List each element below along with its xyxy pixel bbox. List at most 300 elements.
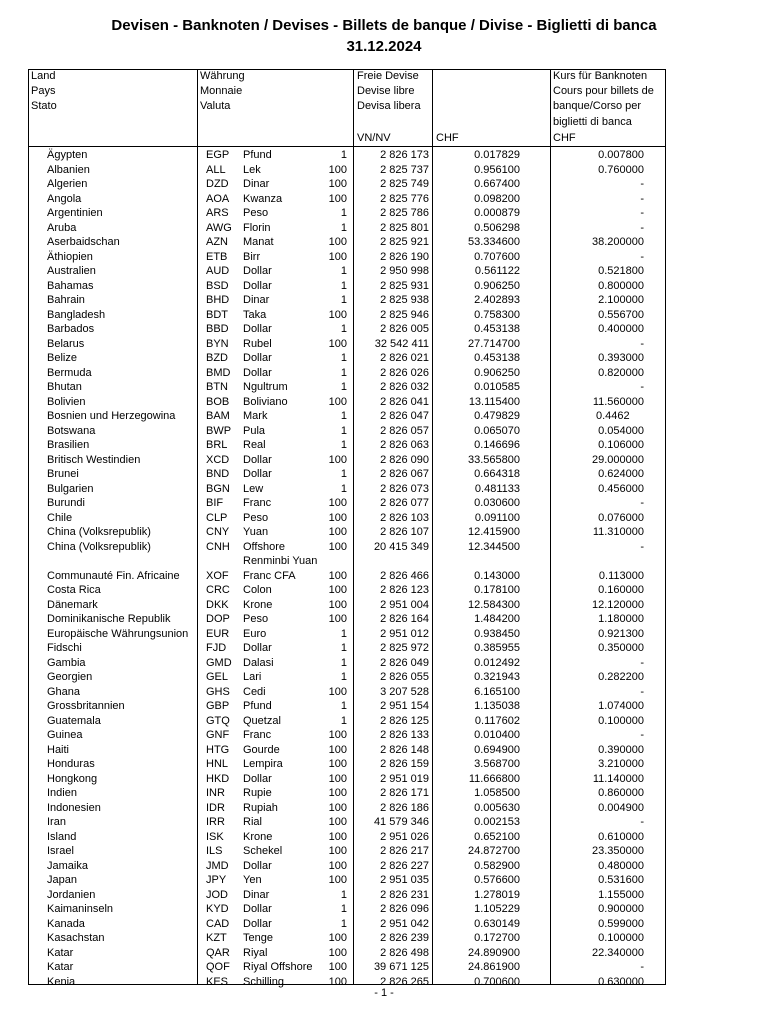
country-cell: Äthiopien — [47, 250, 93, 263]
valor-number-cell: 2 826 057 — [380, 424, 429, 437]
code-cell: XCD — [206, 453, 230, 466]
currency-cell: Franc CFA — [243, 569, 296, 582]
currency-cell: Dollar — [243, 323, 272, 335]
unit-cell: 100 — [328, 178, 347, 190]
banknote-rate-cell: 1.155000 — [598, 888, 644, 901]
valor-number-cell: 2 826 021 — [380, 352, 429, 364]
country-cell: Georgien — [47, 671, 93, 683]
currency-cell: Peso — [243, 207, 269, 219]
table-row — [0, 569, 768, 584]
banknote-rate-cell: 1.180000 — [598, 613, 644, 625]
code-cell: DOP — [206, 613, 230, 625]
code-cell: BND — [206, 468, 230, 480]
country-cell: Island — [47, 830, 77, 843]
currency-cell: Pula — [243, 424, 266, 437]
valor-number-cell: 2 951 019 — [380, 772, 429, 785]
banknote-rate-cell: - — [640, 207, 644, 219]
valor-number-cell: 2 826 005 — [380, 323, 429, 335]
country-cell: Gambia — [47, 656, 86, 669]
table-row — [0, 279, 768, 294]
code-cell: CNY — [206, 526, 230, 538]
banknote-rate-cell: 0.4462 — [596, 410, 630, 422]
devise-rate-cell: 12.415900 — [468, 526, 520, 538]
devise-rate-cell: 3.568700 — [474, 758, 520, 770]
unit-cell: 100 — [328, 192, 347, 205]
code-cell: ALL — [206, 163, 226, 176]
country-cell: Japan — [47, 874, 77, 886]
country-cell: Barbados — [47, 323, 95, 335]
code-cell: HTG — [206, 743, 230, 756]
table-row — [0, 395, 768, 410]
valor-number-cell: 2 825 946 — [380, 308, 429, 321]
currency-cell: Renminbi Yuan — [243, 555, 318, 567]
table-row — [0, 337, 768, 352]
valor-number-cell: 2 826 107 — [380, 526, 429, 538]
country-cell: Jordanien — [47, 888, 96, 901]
valor-number-cell: 20 415 349 — [373, 540, 429, 553]
banknote-rate-cell: 0.760000 — [598, 163, 644, 176]
code-cell: IDR — [206, 801, 225, 814]
banknote-rate-cell: 0.282200 — [598, 671, 644, 683]
currency-cell: Dollar — [243, 468, 272, 480]
country-cell: Albanien — [47, 163, 90, 176]
banknote-rate-cell: 0.390000 — [598, 743, 644, 756]
country-cell: Kaimaninseln — [47, 903, 114, 915]
currency-cell: Peso — [243, 613, 269, 625]
country-cell: Bahamas — [47, 279, 94, 292]
country-cell: Britisch Westindien — [47, 453, 141, 466]
valor-number-cell: 2 950 998 — [380, 265, 429, 277]
unit-cell: 1 — [340, 468, 347, 480]
devise-rate-cell: 0.143000 — [474, 569, 520, 582]
country-cell: Honduras — [47, 758, 95, 770]
currency-cell: Pfund — [243, 149, 272, 161]
banknote-rate-cell: - — [640, 192, 644, 205]
table-row — [0, 873, 768, 888]
country-cell: Belarus — [47, 337, 85, 350]
table-row — [0, 699, 768, 714]
code-cell: ETB — [206, 250, 228, 263]
table-row — [0, 714, 768, 729]
valor-number-cell: 2 826 159 — [380, 758, 429, 770]
valor-number-cell: 2 826 227 — [380, 859, 429, 872]
country-cell: Brasilien — [47, 439, 90, 451]
code-cell: CAD — [206, 917, 230, 930]
code-cell: BYN — [206, 337, 229, 350]
table-row — [0, 583, 768, 598]
valor-number-cell: 2 826 041 — [380, 395, 429, 408]
unit-cell: 100 — [328, 874, 347, 886]
banknote-rate-cell: 23.350000 — [592, 845, 644, 857]
devise-rate-cell: 0.065070 — [474, 424, 520, 437]
unit-cell: 1 — [340, 352, 347, 364]
currency-cell: Dinar — [243, 888, 270, 901]
table-row — [0, 496, 768, 511]
currency-cell: Dollar — [243, 366, 272, 379]
header-chf: CHF — [436, 132, 459, 144]
currency-cell: Euro — [243, 627, 267, 640]
currency-cell: Krone — [243, 830, 273, 843]
valor-number-cell: 2 825 737 — [380, 163, 429, 176]
devise-rate-cell: 0.178100 — [474, 584, 520, 596]
unit-cell: 1 — [340, 294, 347, 306]
country-cell: Kasachstan — [47, 932, 105, 944]
header-bank-3: banque/Corso per — [553, 100, 642, 112]
valor-number-cell: 2 951 026 — [380, 830, 429, 843]
banknote-rate-cell: 0.800000 — [598, 279, 644, 292]
currency-cell: Dollar — [243, 903, 272, 915]
banknote-rate-cell: 0.599000 — [598, 917, 644, 930]
banknote-rate-cell: - — [640, 961, 644, 973]
banknote-rate-cell: 0.160000 — [598, 584, 644, 596]
header-land-de: Land — [31, 70, 56, 82]
country-cell: Dominikanische Republik — [47, 613, 171, 625]
valor-number-cell: 2 826 466 — [380, 569, 429, 582]
unit-cell: 1 — [340, 207, 347, 219]
valor-number-cell: 2 826 164 — [380, 613, 429, 625]
table-row — [0, 511, 768, 526]
unit-cell: 100 — [328, 758, 347, 770]
valor-number-cell: 2 826 055 — [380, 671, 429, 683]
unit-cell: 1 — [340, 917, 347, 930]
table-row — [0, 743, 768, 758]
currency-cell: Schilling — [243, 975, 284, 988]
currency-cell: Real — [243, 439, 266, 451]
devise-rate-cell: 33.565800 — [468, 453, 520, 466]
unit-cell: 100 — [328, 787, 347, 799]
valor-number-cell: 2 951 035 — [380, 874, 429, 886]
currency-cell: Rupie — [243, 787, 272, 799]
unit-cell: 1 — [340, 627, 347, 640]
devise-rate-cell: 0.030600 — [474, 497, 520, 509]
country-cell: Aserbaidschan — [47, 236, 120, 248]
code-cell: KYD — [206, 903, 229, 915]
code-cell: AWG — [206, 221, 232, 234]
table-row — [0, 453, 768, 468]
valor-number-cell: 2 826 047 — [380, 410, 429, 422]
table-row — [0, 438, 768, 453]
table-row — [0, 192, 768, 207]
country-cell: Guinea — [47, 729, 83, 741]
header-waehrung-it: Valuta — [200, 100, 231, 112]
country-cell: Europäische Währungsunion — [47, 627, 189, 640]
code-cell: INR — [206, 787, 225, 799]
devise-rate-cell: 0.479829 — [474, 410, 520, 422]
banknote-rate-cell: 0.610000 — [598, 830, 644, 843]
table-row — [0, 351, 768, 366]
valor-number-cell: 2 951 012 — [380, 627, 429, 640]
code-cell: BSD — [206, 279, 229, 292]
devise-rate-cell: 13.115400 — [468, 395, 520, 408]
country-cell: Bosnien und Herzegowina — [47, 410, 176, 422]
currency-cell: Tenge — [243, 932, 273, 944]
valor-number-cell: 2 825 776 — [380, 192, 429, 205]
valor-number-cell: 2 825 938 — [380, 294, 429, 306]
banknote-rate-cell: - — [640, 178, 644, 190]
devise-rate-cell: 2.402893 — [474, 294, 520, 306]
valor-number-cell: 2 825 972 — [380, 642, 429, 654]
header-devise-de: Freie Devise — [357, 70, 419, 82]
banknote-rate-cell: 0.480000 — [598, 859, 644, 872]
devise-rate-cell: 0.010585 — [474, 381, 520, 393]
banknote-rate-cell: 0.004900 — [598, 801, 644, 814]
devise-rate-cell: 0.000879 — [474, 207, 520, 219]
valor-number-cell: 2 825 921 — [380, 236, 429, 248]
banknote-rate-cell: - — [640, 497, 644, 509]
valor-number-cell: 2 826 148 — [380, 743, 429, 756]
unit-cell: 100 — [328, 613, 347, 625]
valor-number-cell: 2 825 801 — [380, 221, 429, 234]
banknote-rate-cell: - — [640, 816, 644, 828]
currency-cell: Dinar — [243, 294, 270, 306]
currency-cell: Colon — [243, 584, 272, 596]
banknote-rate-cell: - — [640, 381, 644, 393]
country-cell: Hongkong — [47, 772, 98, 785]
country-cell: Ghana — [47, 685, 81, 698]
unit-cell: 100 — [328, 845, 347, 857]
code-cell: QOF — [206, 961, 230, 973]
devise-rate-cell: 0.321943 — [474, 671, 520, 683]
unit-cell: 100 — [328, 932, 347, 944]
devise-rate-cell: 0.906250 — [474, 366, 520, 379]
code-cell: FJD — [206, 642, 227, 654]
table-row — [0, 540, 768, 555]
devise-rate-cell: 0.453138 — [474, 352, 520, 364]
table-row — [0, 960, 768, 975]
code-cell: BDT — [206, 308, 228, 321]
country-cell: Katar — [47, 946, 74, 959]
unit-cell: 1 — [340, 323, 347, 335]
currency-cell: Cedi — [243, 685, 266, 698]
code-cell: IRR — [206, 816, 225, 828]
table-row — [0, 525, 768, 540]
code-cell: EGP — [206, 149, 230, 161]
table-row — [0, 482, 768, 497]
code-cell: GNF — [206, 729, 230, 741]
devise-rate-cell: 0.707600 — [474, 250, 520, 263]
devise-rate-cell: 0.906250 — [474, 279, 520, 292]
unit-cell: 100 — [328, 743, 347, 756]
unit-cell: 1 — [340, 642, 347, 654]
code-cell: KES — [206, 975, 229, 988]
currency-cell: Peso — [243, 511, 269, 524]
devise-rate-cell: 0.453138 — [474, 323, 520, 335]
code-cell: DKK — [206, 598, 229, 611]
unit-cell: 100 — [328, 308, 347, 321]
unit-cell: 100 — [328, 801, 347, 814]
valor-number-cell: 2 825 749 — [380, 178, 429, 190]
currency-cell: Lew — [243, 482, 264, 495]
country-cell: Communauté Fin. Africaine — [47, 569, 180, 582]
devise-rate-cell: 11.666800 — [468, 772, 520, 785]
country-cell: Kanada — [47, 917, 85, 930]
unit-cell: 100 — [328, 163, 347, 176]
code-cell: HNL — [206, 758, 229, 770]
header-waehrung-fr: Monnaie — [200, 85, 243, 97]
unit-cell: 100 — [328, 816, 347, 828]
table-row — [0, 772, 768, 787]
banknote-rate-cell: 0.400000 — [598, 323, 644, 335]
valor-number-cell: 2 826 096 — [380, 903, 429, 915]
country-cell: Ägypten — [47, 149, 88, 161]
code-cell: CLP — [206, 511, 228, 524]
currency-cell: Franc — [243, 497, 272, 509]
devise-rate-cell: 24.872700 — [468, 845, 520, 857]
table-row — [0, 467, 768, 482]
devise-rate-cell: 0.700600 — [474, 975, 520, 988]
table-row — [0, 293, 768, 308]
banknote-rate-cell: 12.120000 — [592, 598, 644, 611]
unit-cell: 1 — [340, 366, 347, 379]
valor-number-cell: 3 207 528 — [380, 685, 429, 698]
code-cell: BZD — [206, 352, 228, 364]
devise-rate-cell: 0.630149 — [474, 917, 520, 930]
banknote-rate-cell: 0.076000 — [598, 511, 644, 524]
table-row — [0, 917, 768, 932]
currency-cell: Florin — [243, 221, 271, 234]
devise-rate-cell: 24.861900 — [468, 961, 520, 973]
currency-cell: Quetzal — [243, 714, 281, 727]
header-bank-2: Cours pour billets de — [553, 85, 654, 97]
country-cell: Bolivien — [47, 395, 86, 408]
table-row — [0, 859, 768, 874]
table-row — [0, 670, 768, 685]
valor-number-cell: 2 951 004 — [380, 598, 429, 611]
table-row — [0, 844, 768, 859]
devise-rate-cell: 12.584300 — [468, 598, 520, 611]
banknote-rate-cell: 0.054000 — [598, 424, 644, 437]
unit-cell: 100 — [328, 772, 347, 785]
header-waehrung-de: Währung — [200, 70, 245, 82]
table-row — [0, 598, 768, 613]
code-cell: AOA — [206, 192, 230, 205]
devise-rate-cell: 0.172700 — [474, 932, 520, 944]
banknote-rate-cell: 38.200000 — [592, 236, 644, 248]
banknote-rate-cell: 0.393000 — [598, 352, 644, 364]
country-cell: Bangladesh — [47, 308, 106, 321]
unit-cell: 100 — [328, 526, 347, 538]
header-bank-chf: CHF — [553, 132, 576, 144]
unit-cell: 100 — [328, 685, 347, 698]
devise-rate-cell: 0.576600 — [474, 874, 520, 886]
banknote-rate-cell: 1.074000 — [598, 700, 644, 712]
code-cell: DZD — [206, 178, 229, 190]
devise-rate-cell: 53.334600 — [468, 236, 520, 248]
code-cell: BWP — [206, 424, 232, 437]
code-cell: BBD — [206, 323, 229, 335]
code-cell: AUD — [206, 265, 230, 277]
currency-cell: Kwanza — [243, 192, 283, 205]
valor-number-cell: 41 579 346 — [373, 816, 429, 828]
currency-cell: Pfund — [243, 700, 272, 712]
banknote-rate-cell: 22.340000 — [592, 946, 644, 959]
table-row — [0, 627, 768, 642]
unit-cell: 100 — [328, 729, 347, 741]
table-row — [0, 177, 768, 192]
currency-cell: Dollar — [243, 352, 272, 364]
table-row — [0, 163, 768, 178]
valor-number-cell: 32 542 411 — [374, 337, 429, 350]
banknote-rate-cell: - — [640, 221, 644, 234]
banknote-rate-cell: 0.350000 — [598, 642, 644, 654]
devise-rate-cell: 1.058500 — [474, 787, 520, 799]
valor-number-cell: 2 951 042 — [380, 917, 429, 930]
code-cell: BMD — [206, 366, 231, 379]
currency-cell: Birr — [243, 250, 261, 263]
unit-cell: 100 — [328, 975, 347, 988]
unit-cell: 100 — [328, 395, 347, 408]
code-cell: HKD — [206, 772, 230, 785]
devise-rate-cell: 1.278019 — [474, 888, 520, 901]
devise-rate-cell: 0.506298 — [474, 221, 520, 234]
banknote-rate-cell: - — [640, 729, 644, 741]
code-cell: EUR — [206, 627, 230, 640]
unit-cell: 1 — [340, 279, 347, 292]
currency-cell: Mark — [243, 410, 268, 422]
banknote-rate-cell: 0.100000 — [598, 932, 644, 944]
valor-number-cell: 2 826 125 — [380, 714, 429, 727]
country-cell: Bahrain — [47, 294, 85, 306]
code-cell: JMD — [206, 859, 229, 872]
table-row — [0, 685, 768, 700]
devise-rate-cell: 0.091100 — [474, 511, 520, 524]
currency-cell: Taka — [243, 308, 267, 321]
country-cell: Australien — [47, 265, 96, 277]
currency-cell: Dollar — [243, 917, 272, 930]
unit-cell: 100 — [328, 236, 347, 248]
currency-cell: Riyal Offshore — [243, 961, 313, 973]
unit-cell: 100 — [328, 830, 347, 843]
table-row — [0, 815, 768, 830]
table-row — [0, 250, 768, 265]
currency-cell: Yuan — [243, 526, 269, 538]
unit-cell: 100 — [328, 946, 347, 959]
currency-cell: Rubel — [243, 337, 272, 350]
devise-rate-cell: 0.146696 — [474, 439, 520, 451]
banknote-rate-cell: 0.556700 — [598, 308, 644, 321]
table-row — [0, 308, 768, 323]
country-cell: Burundi — [47, 497, 85, 509]
banknote-rate-cell: 0.624000 — [598, 468, 644, 480]
valor-number-cell: 2 826 190 — [380, 250, 429, 263]
devise-rate-cell: 0.938450 — [474, 627, 520, 640]
banknote-rate-cell: 0.100000 — [598, 714, 644, 727]
valor-number-cell: 2 825 786 — [380, 207, 429, 219]
devise-rate-cell: 0.652100 — [474, 830, 520, 843]
valor-number-cell: 2 826 090 — [380, 453, 429, 466]
valor-number-cell: 2 826 067 — [380, 468, 429, 480]
valor-number-cell: 2 826 173 — [380, 149, 429, 161]
country-cell: Grossbritannien — [47, 700, 125, 712]
table-row — [0, 656, 768, 671]
country-cell: Indonesien — [47, 801, 101, 814]
valor-number-cell: 39 671 125 — [373, 961, 429, 973]
code-cell: CNH — [206, 540, 230, 553]
table-row — [0, 612, 768, 627]
currency-cell: Lek — [243, 163, 261, 176]
banknote-rate-cell: 0.007800 — [598, 149, 644, 161]
banknote-rate-cell: 3.210000 — [598, 758, 644, 770]
unit-cell: 1 — [340, 700, 347, 712]
code-cell: JOD — [206, 888, 228, 901]
unit-cell: 1 — [340, 482, 347, 495]
valor-number-cell: 2 826 231 — [380, 888, 429, 901]
country-cell: Chile — [47, 511, 73, 524]
table-row — [0, 322, 768, 337]
currency-cell: Dollar — [243, 453, 272, 466]
valor-number-cell: 2 826 217 — [380, 845, 429, 857]
header-devise-fr: Devise libre — [357, 85, 415, 97]
